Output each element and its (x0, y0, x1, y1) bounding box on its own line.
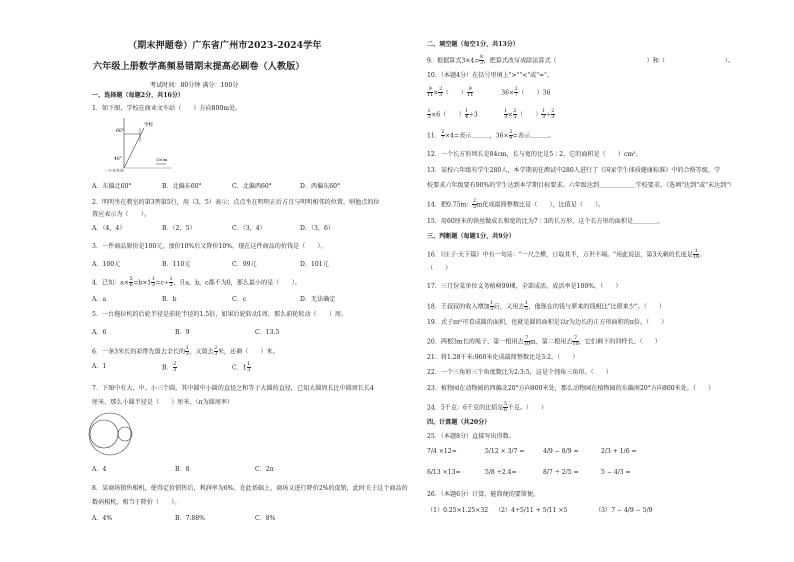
q25-item-4: 2/3 + 1/6 = (601, 448, 637, 455)
q4-option-a[interactable]: A．a (92, 296, 107, 303)
q1-stem: 1．如下图，学校在商业文车站（ ）方向800m处。 (92, 105, 242, 112)
q7-circles-figure (86, 410, 142, 458)
q2-option-b[interactable]: B．（2，5） (162, 225, 196, 232)
q10-row-2: $\frac{1}{3}$ ×6（ ） $\frac{1}{4}$ ÷3 $\frac{1}{3}$ × $\frac{2}{3}$ （ ） $\frac{1}{3}$ ÷ $\frac{2}{3}$ (427, 108, 555, 121)
exam-info: 考试时间：80分钟 满分：100分 (150, 82, 239, 89)
q6-stem: 6．一条3米长的彩带先剪去全长的 $\frac{1}{3}$ ，又剪去 $\frac{2}{3}$ 米，还剩（ ）米。 (92, 345, 279, 358)
middle-circle (90, 420, 118, 448)
q2-option-c[interactable]: C．（3，4） (232, 225, 266, 232)
q10-stem: 10．（本题4分）在括号里填上">""<"或"="。 (427, 72, 554, 79)
section-3-heading: 三、判断题（每题1分，共9分） (427, 233, 515, 240)
q4-option-b[interactable]: B．b (162, 296, 177, 303)
q5-stem: 5．一台拖拉机的后轮半径是前轮半径的1.5倍，如果后轮转动1周，那么前轮转动（ ）周。 (92, 311, 348, 318)
q1-option-d[interactable]: D．西偏东60° (300, 183, 341, 190)
q14-stem: 14．把0.75m： $\frac{2}{5}$ m化成最简整数比是（ ），比值是（ ）。 (427, 198, 605, 211)
q1-direction-figure (104, 114, 184, 172)
q7-stem: 7．下图中有大、中、小三个圆，其中圆中小圆的直径之和等于大圆的直径，已知大圆周长比中圆周长长4 (92, 385, 374, 392)
q18-stem: 18．王叔叔的收入增加 $\frac{1}{5}$ 后，又用去 $\frac{1}{5}$ ，他现在的钱与原来的钱相比"比原来少"。（ ） (427, 300, 666, 313)
q4-option-d[interactable]: D．无法确定 (300, 296, 336, 303)
q7-option-a[interactable]: A．4 (92, 466, 107, 473)
q3-option-d[interactable]: D．101元 (300, 261, 329, 268)
section-1-heading: 一、选择题（每题2分，共16分） (92, 92, 184, 99)
q5-option-a[interactable]: A．6 (92, 329, 107, 336)
q7-option-b[interactable]: B．8 (175, 466, 190, 473)
q1-angle-label-2: 40° (114, 157, 122, 162)
q1-scale-label: 200m (156, 157, 168, 162)
q25-item-2: 5/12 × 3/7 = (485, 448, 525, 455)
q20-stem: 20．两根3m长的绳子，第一根用去 $\frac{7}{10}$ m，第二根用去 $\frac{7}{10}$ ，它们剩下的同样长。（ ） (427, 335, 661, 348)
q16-stem: 16．《庄子·天下篇》中有一句话："一尺之棰，日取其半，万世不竭。"用此说法，第3天剩的长度是 $\frac{1}{16}$ 。 (427, 248, 706, 261)
q15-stem: 15．用60厘米的铁丝做成长和宽的比为7∶3的长方形，这个长方形的面积是＿＿＿＿。 (427, 218, 664, 225)
q26-stem: 26．（本题6分）计算，能简便的要简便。 (427, 491, 540, 498)
q13-stem-2: 校要求六年级要有90%的学生达到本学期目标要求。六年级达到＿＿＿＿＿＿学校要求。（选填"达到"或"未达到"） (427, 182, 736, 189)
title-line-1: （期末押题卷）广东省广州市2023-2024学年 (128, 41, 322, 51)
q25-item-6: 5/8 ÷2.4= (485, 469, 517, 476)
q25-stem: 25．（本题8分）直接写出得数。 (427, 433, 515, 440)
q1-school-label: 学校 (144, 123, 153, 128)
title-line-2: 六年级上册数学高频易错期末提高必刷卷（人教版） (93, 62, 305, 72)
large-circle (89, 413, 131, 455)
q1-option-b[interactable]: B．北偏东60° (162, 183, 202, 190)
q1-station-label: 公交车站 (108, 168, 124, 172)
q24-stem: 24．5千克：6千克的比值是 $\frac{5}{6}$ 千克。（ ） (427, 401, 548, 414)
q9-stem: 9．根据算式3×4= $\frac{8}{3}$ ，把算式改写成除法算式（ ）和（ ）。 (427, 54, 735, 67)
q22-stem: 22．一个三角形三个角度数比为2:3:5，这是个钝角三角形。（ ） (427, 369, 612, 376)
q3-stem: 3．一件商品原价是100元，加价10%后又降价10%，现在这件商品的价钱是（ ）。 (92, 243, 327, 250)
q3-option-b[interactable]: B．110元 (162, 261, 191, 268)
q4-option-c[interactable]: C．c (232, 296, 247, 303)
q6-option-b[interactable]: B． $\frac{2}{3}$ (162, 361, 177, 374)
q1-angle-label-1: 60° (116, 129, 124, 134)
q8-stem: 8．某商场销售相机，使得定价销售后，利润率为6%。在此基础上，商场又进行降价2%的促销，此时关于这个商品的 (92, 485, 408, 492)
q2-option-a[interactable]: A．（4，4） (92, 225, 126, 232)
q25-item-3: 4/9 − 8/9 = (543, 448, 579, 455)
q10-row-1: $\frac{9}{11}$ × $\frac{2}{3}$ （ ） $\frac{9}{11}$ 36× $\frac{2}{7}$ （ ）36 (427, 86, 551, 99)
q8-option-c[interactable]: C．8% (255, 515, 276, 522)
q3-option-a[interactable]: A．100元 (92, 261, 121, 268)
q7-option-c[interactable]: C．2π (255, 466, 274, 473)
right-column (405, 0, 794, 562)
q26-item-2: （2）4÷5/11 + 5/11 ×5 (495, 507, 568, 514)
q26-item-3: （3）7 − 4/9 − 5/9 (595, 507, 653, 514)
q25-item-7: 8/7 ÷ 2/5 = (543, 469, 579, 476)
q26-item-1: （1）0.25×1.25×32 (427, 507, 489, 514)
q3-option-c[interactable]: C．99元 (232, 261, 257, 268)
q8-option-b[interactable]: B．7.88% (175, 515, 205, 522)
q1-option-c[interactable]: C．北偏西60° (232, 183, 272, 190)
q4-stem: 4．已知：a× $\frac{5}{6}$ =b×1 $\frac{1}{3}$ =c÷ $\frac{1}{2}$ ，且a，b，c都不为0，那么最小的是（ ）。 (92, 276, 301, 289)
q1-option-a[interactable]: A．东偏北60° (92, 183, 132, 190)
q7-stem-2: 厘米，那么小圆半径是（ ）厘米。（π为圆周率） (92, 399, 234, 406)
q2-option-d[interactable]: D．（3，6） (300, 225, 334, 232)
small-circle (118, 427, 132, 441)
q11-stem: 11． $\frac{2}{7}$ ×4=表示＿＿＿，36× $\frac{2}{9}$ =表示＿＿＿。 (427, 129, 555, 142)
q17-stem: 17．三月份某单位义务植树99棵，全部成活，成活率是100%。（ ） (427, 283, 622, 290)
section-4-heading: 四、计算题（共20分） (427, 419, 491, 426)
q5-option-c[interactable]: C．13.5 (255, 329, 280, 336)
q16-answer-blank[interactable]: （ ） (427, 265, 452, 272)
q21-stem: 21．将1.28千米:960米化成最简整数比是3:2。（ ） (427, 354, 579, 361)
q2-stem: 2．明明坐在教室的第3列第5行，用（3，5）表示；点点坐在明明正后方且与明明相邻的位置，则他点的位 (92, 199, 380, 206)
q8-stem-2: 数码相机，相当于降价（ ）。 (92, 499, 181, 506)
q5-option-b[interactable]: B．9 (175, 329, 190, 336)
q25-item-8: 5 − 4/3 = (601, 469, 631, 476)
q13-stem: 13．某校六年级有学生280人，本学期初在测试中280人进行了《国家学生体质健康标准》中的合格等级，学 (427, 167, 721, 174)
q2-stem-2: 置应表示为（ ）。 (92, 211, 150, 218)
q23-stem: 23．植物园在动物园的西偏北20°方向800米处，那么动物园在植物园的东偏南20°方向800米处。（ ） (427, 385, 715, 392)
q12-stem: 12．一个长方形周长是84cm，长与宽的比是5∶2，它的面积是（ ）cm²。 (427, 151, 642, 158)
q6-option-a[interactable]: A．1 (92, 363, 107, 370)
q8-option-a[interactable]: A．4% (92, 515, 113, 522)
section-2-heading: 二、填空题（每空1分，共13分） (427, 41, 519, 48)
q19-stem: 19．式子πr²可看成圆的面积，也就是圆的面积是以r为边长的正方形面积的π倍。（ ） (427, 319, 668, 326)
q6-option-c[interactable]: C．1 $\frac{1}{3}$ (232, 361, 251, 374)
q25-item-5: 6/13 ×13= (427, 469, 461, 476)
q25-item-1: 7/4 ×12= (427, 448, 457, 455)
